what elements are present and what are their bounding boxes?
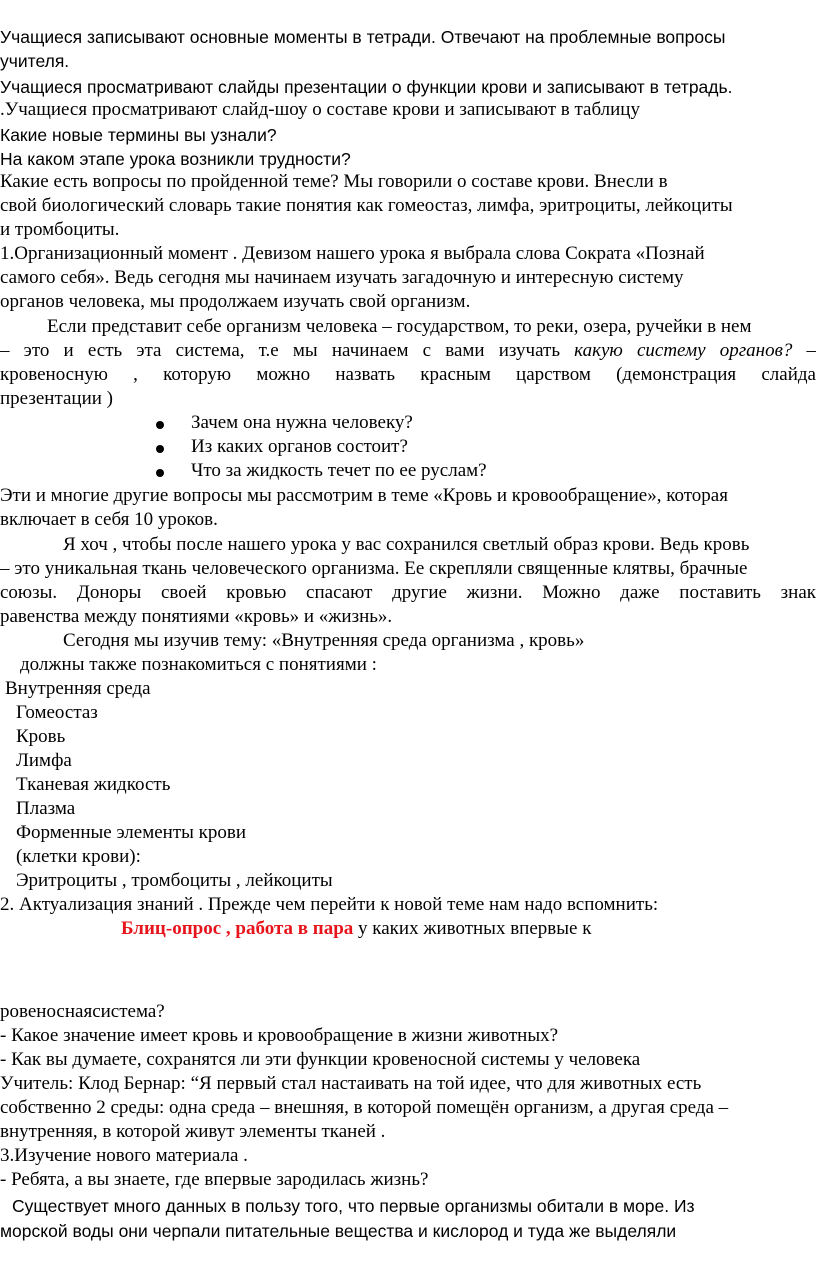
list-item: Что за жидкость течет по ее руслам? [191,460,487,481]
text-line: кровеносную , которую можно назвать красным царством (демонстрация слайда [0,364,816,385]
bullet-icon [156,421,164,429]
list-item: Из каких органов состоит? [191,436,408,457]
italic-phrase: какую систему органов? [574,340,793,361]
text-span: – это и есть эта система, т.е мы начинаем с вами изучать [0,340,560,361]
text-line: Какие новые термины вы узнали? [0,125,277,145]
text-line: равенства между понятиями «кровь» и «жизнь». [0,606,393,627]
text-line: 1.Организационный момент . Девизом нашего урока я выбрала слова Сократа «Познай [0,243,705,264]
text-line: Сегодня мы изучив тему: «Внутренняя среда организма , кровь» [63,630,585,651]
text-line: .Учащиеся просматривают слайд-шоу о составе крови и записывают в таблицу [0,99,640,120]
text-line: Существует много данных в пользу того, что первые организмы обитали в море. Из [12,1196,695,1216]
text-line: – это уникальная ткань человеческого организма. Ее скрепляли священные клятвы, брачные [0,558,748,579]
text-line: учителя. [0,51,70,71]
bullet-icon [156,445,164,453]
term-item: (клетки крови): [16,846,141,867]
text-line [0,339,816,363]
text-line: Учащиеся записывают основные моменты в тетради. Отвечают на проблемные вопросы [0,27,726,47]
text-line: собственно 2 среды: одна среда – внешняя, в которой помещён организм, а другая среда – [0,1097,729,1118]
term-item: Гомеостаз [16,702,98,723]
text-line: ровеноснаясистема? [0,1001,165,1022]
text-line: Эти и многие другие вопросы мы рассмотрим в теме «Кровь и кровообращение», которая [0,485,728,506]
term-item: Лимфа [16,750,72,771]
term-item: Кровь [16,726,66,747]
term-item: Форменные элементы крови [16,822,247,843]
text-line: союзы. Доноры своей кровью спасают другие жизни. Можно даже поставить знак [0,582,816,603]
text-line: Учитель: Клод Бернар: “Я первый стал настаивать на той идее, что для животных есть [0,1073,702,1094]
text-line: включает в себя 10 уроков. [0,509,218,530]
text-line: 2. Актуализация знаний . Прежде чем перейти к новой теме нам надо вспомнить: [0,894,659,915]
text-line: Если представит себе организм человека – государством, то реки, озера, ручейки в нем [47,316,752,337]
text-line: морской воды они черпали питательные вещества и кислород и туда же выделяли [0,1221,677,1241]
text-line: самого себя». Ведь сегодня мы начинаем изучать загадочную и интересную систему [0,267,684,288]
term-item: Внутренняя среда [5,678,151,699]
text-line [121,917,816,941]
text-line: свой биологический словарь такие понятия как гомеостаз, лимфа, эритроциты, лейкоциты [0,195,733,216]
text-line: Учащиеся просматривают слайды презентации о функции крови и записывают в тетрадь. [0,77,733,97]
text-span: у каких животных впервые к [353,918,592,939]
text-line: - Ребята, а вы знаете, где впервые зародилась жизнь? [0,1169,429,1190]
highlight-phrase: Блиц-опрос , работа в пара [121,918,354,939]
text-line: - Как вы думаете, сохранятся ли эти функции кровеносной системы у человека [0,1049,641,1070]
bullet-icon [156,469,164,477]
text-line: - Какое значение имеет кровь и кровообращение в жизни животных? [0,1025,559,1046]
text-line: Я хоч , чтобы после нашего урока у вас сохранился светлый образ крови. Ведь кровь [63,534,750,555]
text-line: органов человека, мы продолжаем изучать свой организм. [0,291,471,312]
text-line: На каком этапе урока возникли трудности? [0,149,351,169]
text-line: должны также познакомиться с понятиями : [20,654,377,675]
text-line: внутренняя, в которой живут элементы тканей . [0,1121,386,1142]
term-item: Тканевая жидкость [16,774,171,795]
text-span: – [806,340,816,361]
text-line: 3.Изучение нового материала . [0,1145,248,1166]
text-line: и тромбоциты. [0,219,120,240]
term-item: Эритроциты , тромбоциты , лейкоциты [16,870,333,891]
term-item: Плазма [16,798,76,819]
text-line: презентации ) [0,388,113,409]
list-item: Зачем она нужна человеку? [191,412,413,433]
text-line: Какие есть вопросы по пройденной теме? Мы говорили о составе крови. Внесли в [0,171,668,192]
